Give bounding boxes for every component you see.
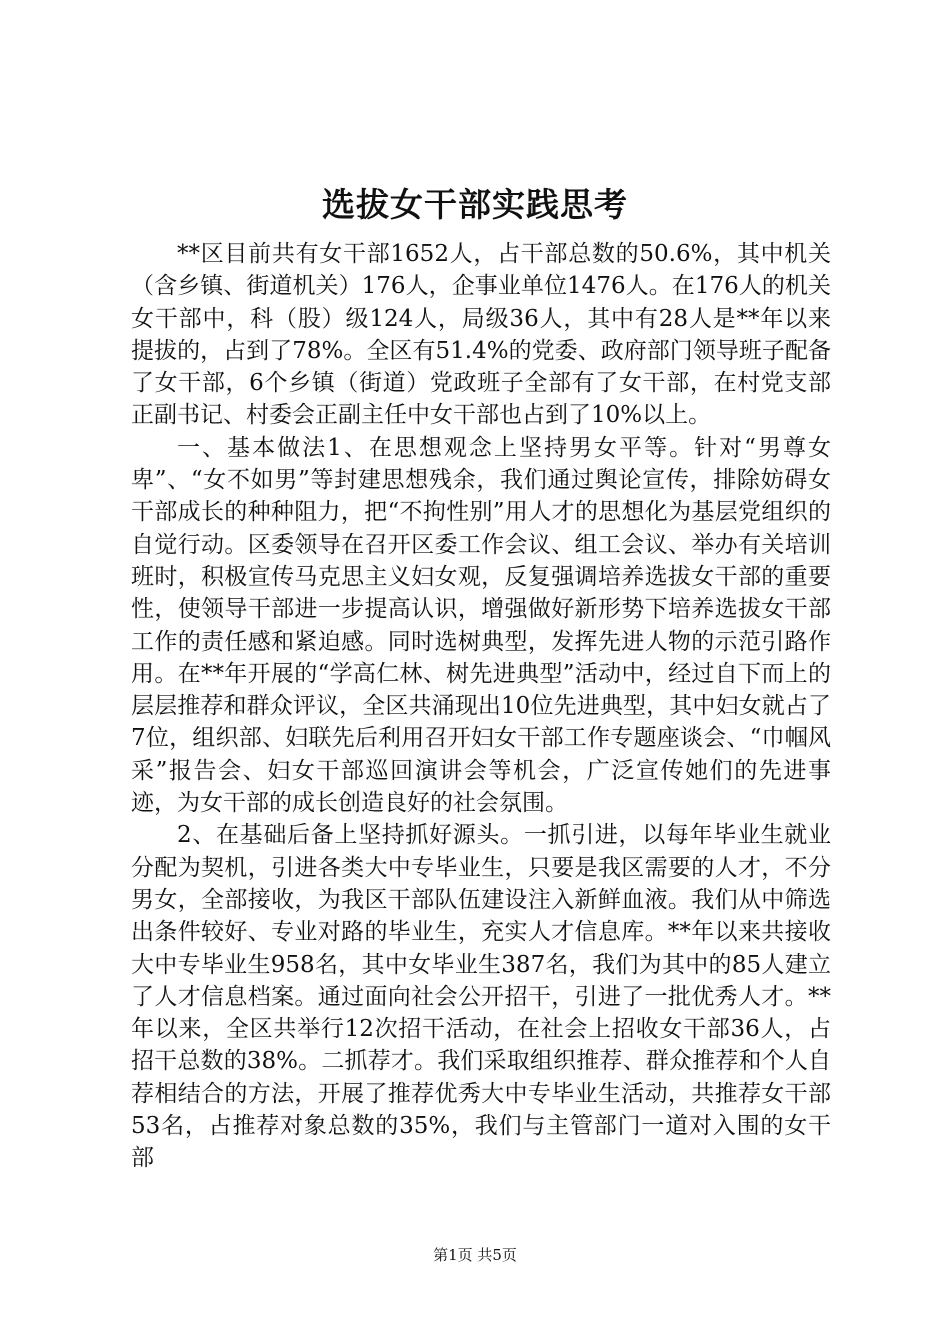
- document-body: [131, 238, 831, 1175]
- paragraph-basic-practice-1: 一、基本做法1、在思想观念上坚持男女平等。针对“男尊女卑”、“女不如男”等封建思想残余，我们通过舆论宣传，排除妨碍女干部成长的种种阻力，把“不拘性别”用人才的思想化为基层党组织的自觉行动。区委领导在召开区委工作会议、组工会议、举办有关培训班时，积极宣传马克思主义妇女观，反复强调培养选拔女干部的重要性，使领导干部进一步提高认识，增强做好新形势下培养选拔女干部工作的责任感和紧迫感。同时选树典型，发挥先进人物的示范引路作用。在**年开展的“学高仁林、树先进典型”活动中，经过自下而上的层层推荐和群众评议，全区共涌现出10位先进典型，其中妇女就占了7位，组织部、妇联先后利用召开妇女干部工作专题座谈会、“巾帼风采”报告会、妇女干部巡回演讲会等机会，广泛宣传她们的先进事迹，为女干部的成长创造良好的社会氛围。: [131, 434, 831, 817]
- paragraph-intro: **区目前共有女干部1652人，占干部总数的50.6%，其中机关（含乡镇、街道机关）176人，企事业单位1476人。在176人的机关女干部中，科（股）级124人，局级36人，其中有28人是**年以来提拔的，占到了78%。全区有51.4%的党委、政府部门领导班子配备了女干部，6个乡镇（街道）党政班子全部有了女干部，在村党支部正副书记、村委会正副主任中女干部也占到了10%以上。: [131, 241, 831, 429]
- page-number-footer: 第1页 共5页: [433, 1246, 517, 1264]
- paragraph-basic-practice-2: 2、在基础后备上坚持抓好源头。一抓引进，以每年毕业生就业分配为契机，引进各类大中专毕业生，只要是我区需要的人才，不分男女，全部接收，为我区干部队伍建设注入新鲜血液。我们从中筛选出条件较好、专业对路的毕业生，充实人才信息库。**年以来共接收大中专毕业生958名，其中女毕业生387名，我们为其中的85人建立了人才信息档案。通过面向社会公开招干，引进了一批优秀人才。**年以来，全区共举行12次招干活动，在社会上招收女干部36人，占招干总数的38%。二抓荐才。我们采取组织推荐、群众推荐和个人自荐相结合的方法，开展了推荐优秀大中专毕业生活动，共推荐女干部53名，占推荐对象总数的35%，我们与主管部门一道对入围的女干部: [131, 822, 831, 1172]
- document-title: 选拔女干部实践思考: [322, 185, 628, 224]
